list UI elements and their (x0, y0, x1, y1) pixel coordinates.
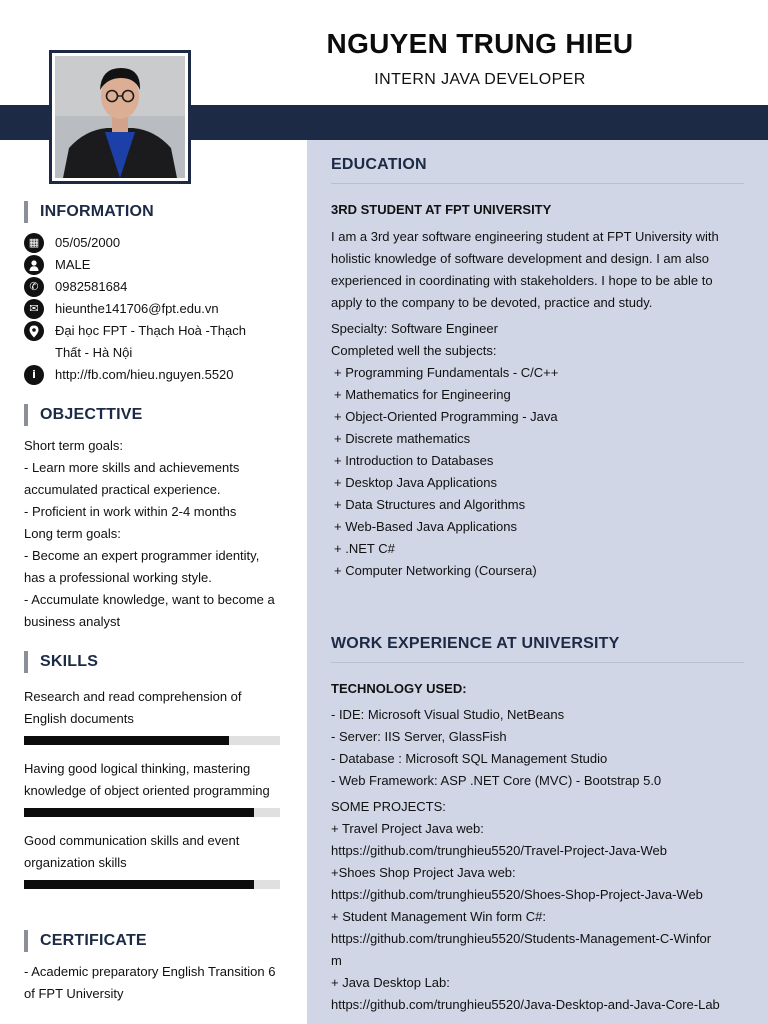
information-section (24, 201, 280, 386)
objective-section (24, 404, 280, 633)
info-gender: MALE (24, 254, 280, 276)
subject-item: + Discrete mathematics (334, 431, 471, 446)
info-facebook: i http://fb.com/hieu.nguyen.5520 (24, 364, 280, 386)
subject-item: + Data Structures and Algorithms (334, 497, 526, 512)
profile-photo (55, 56, 185, 178)
heading-bar (24, 201, 28, 223)
tech-item: - Database : Microsoft SQL Management Studio (331, 751, 608, 766)
subject-item: + Computer Networking (Coursera) (334, 563, 537, 578)
skill-bar (24, 736, 280, 745)
certificate-heading: CERTIFICATE (24, 930, 280, 952)
education-section (331, 156, 744, 582)
subject-item: + Object-Oriented Programming - Java (334, 409, 558, 424)
tech-item: - Web Framework: ASP .NET Core (MVC) - Bootstrap 5.0 (331, 773, 662, 788)
work-section (331, 635, 744, 1016)
work-subheading: TECHNOLOGY USED: (331, 681, 467, 696)
candidate-role: INTERN JAVA DEVELOPER (374, 71, 586, 88)
skill-item (24, 686, 280, 745)
objective-line: - Accumulate knowledge, want to become a business analyst (24, 592, 275, 629)
certificate-line: - Academic preparatory English Transition 6 of FPT University (24, 964, 276, 1001)
project-title: +Shoes Shop Project Java web: (331, 865, 516, 880)
education-subheading: 3RD STUDENT AT FPT UNIVERSITY (331, 202, 552, 217)
certificate-section (24, 930, 280, 1005)
skill-bar (24, 880, 280, 889)
info-birthdate: ▦ 05/05/2000 (24, 232, 280, 254)
objective-line: - Proficient in work within 2-4 months (24, 504, 237, 519)
education-completed: Completed well the subjects: (331, 343, 497, 358)
tech-item: - Server: IIS Server, GlassFish (331, 729, 507, 744)
skill-bar-fill (24, 736, 229, 745)
skill-item (24, 830, 280, 889)
project-link[interactable]: https://github.com/trunghieu5520/Java-Desktop-and-Java-Core-Lab (331, 997, 720, 1012)
skill-bar (24, 808, 280, 817)
email-icon: ✉ (24, 299, 44, 319)
education-heading: EDUCATION (331, 156, 744, 184)
location-pin-icon (24, 321, 44, 341)
calendar-icon: ▦ (24, 233, 44, 253)
subject-item: + .NET C# (334, 541, 395, 556)
project-link[interactable]: https://github.com/trunghieu5520/Shoes-Shop-Project-Java-Web (331, 887, 703, 902)
skill-bar-fill (24, 880, 254, 889)
objective-line: - Become an expert programmer identity, has a professional working style. (24, 548, 260, 585)
heading-bar (24, 404, 28, 426)
objective-heading: OBJECTTIVE (24, 404, 280, 426)
education-paragraph: I am a 3rd year software engineering student at FPT University with holistic knowledge of software development and design. I am also experienced in coordinating with stakeholders. I hope to be able to apply to the company to be devoted, practice and study. (331, 229, 719, 310)
subject-item: + Desktop Java Applications (334, 475, 497, 490)
skill-item (24, 758, 280, 817)
info-icon: i (24, 365, 44, 385)
education-specialty: Specialty: Software Engineer (331, 321, 498, 336)
project-title: + Travel Project Java web: (331, 821, 484, 836)
subject-item: + Web-Based Java Applications (334, 519, 517, 534)
skills-section (24, 651, 280, 889)
skill-text: Research and read comprehension of English documents (24, 689, 242, 726)
work-heading: WORK EXPERIENCE AT UNIVERSITY (331, 635, 744, 663)
info-email: ✉ hieunthe141706@fpt.edu.vn (24, 298, 280, 320)
skill-text: Having good logical thinking, mastering knowledge of object oriented programming (24, 761, 270, 798)
objective-line: Long term goals: (24, 526, 121, 541)
skills-heading: SKILLS (24, 651, 280, 673)
profile-photo-frame (49, 50, 191, 184)
candidate-name: NGUYEN TRUNG HIEU (326, 28, 634, 59)
subject-item: + Mathematics for Engineering (334, 387, 511, 402)
project-title: + Student Management Win form C#: (331, 909, 546, 924)
info-address: Đại học FPT - Thạch Hoà -Thạch Thất - Hà Nội (24, 320, 280, 364)
projects-label: SOME PROJECTS: (331, 799, 446, 814)
project-link[interactable]: https://github.com/trunghieu5520/Travel-Project-Java-Web (331, 843, 668, 858)
project-title: + Java Desktop Lab: (331, 975, 450, 990)
heading-bar (24, 930, 28, 952)
project-link-continued[interactable]: m (331, 953, 342, 968)
information-heading: INFORMATION (24, 201, 280, 223)
person-icon (24, 255, 44, 275)
skill-text: Good communication skills and event organization skills (24, 833, 240, 870)
info-phone: ✆ 0982581684 (24, 276, 280, 298)
project-link[interactable]: https://github.com/trunghieu5520/Students-Management-C-Winfor (331, 931, 712, 946)
objective-line: - Learn more skills and achievements accumulated practical experience. (24, 460, 240, 497)
tech-item: - IDE: Microsoft Visual Studio, NetBeans (331, 707, 565, 722)
subject-item: + Programming Fundamentals - C/C++ (334, 365, 559, 380)
heading-bar (24, 651, 28, 673)
skill-bar-fill (24, 808, 254, 817)
objective-line: Short term goals: (24, 438, 123, 453)
subject-item: + Introduction to Databases (334, 453, 494, 468)
phone-icon: ✆ (24, 277, 44, 297)
